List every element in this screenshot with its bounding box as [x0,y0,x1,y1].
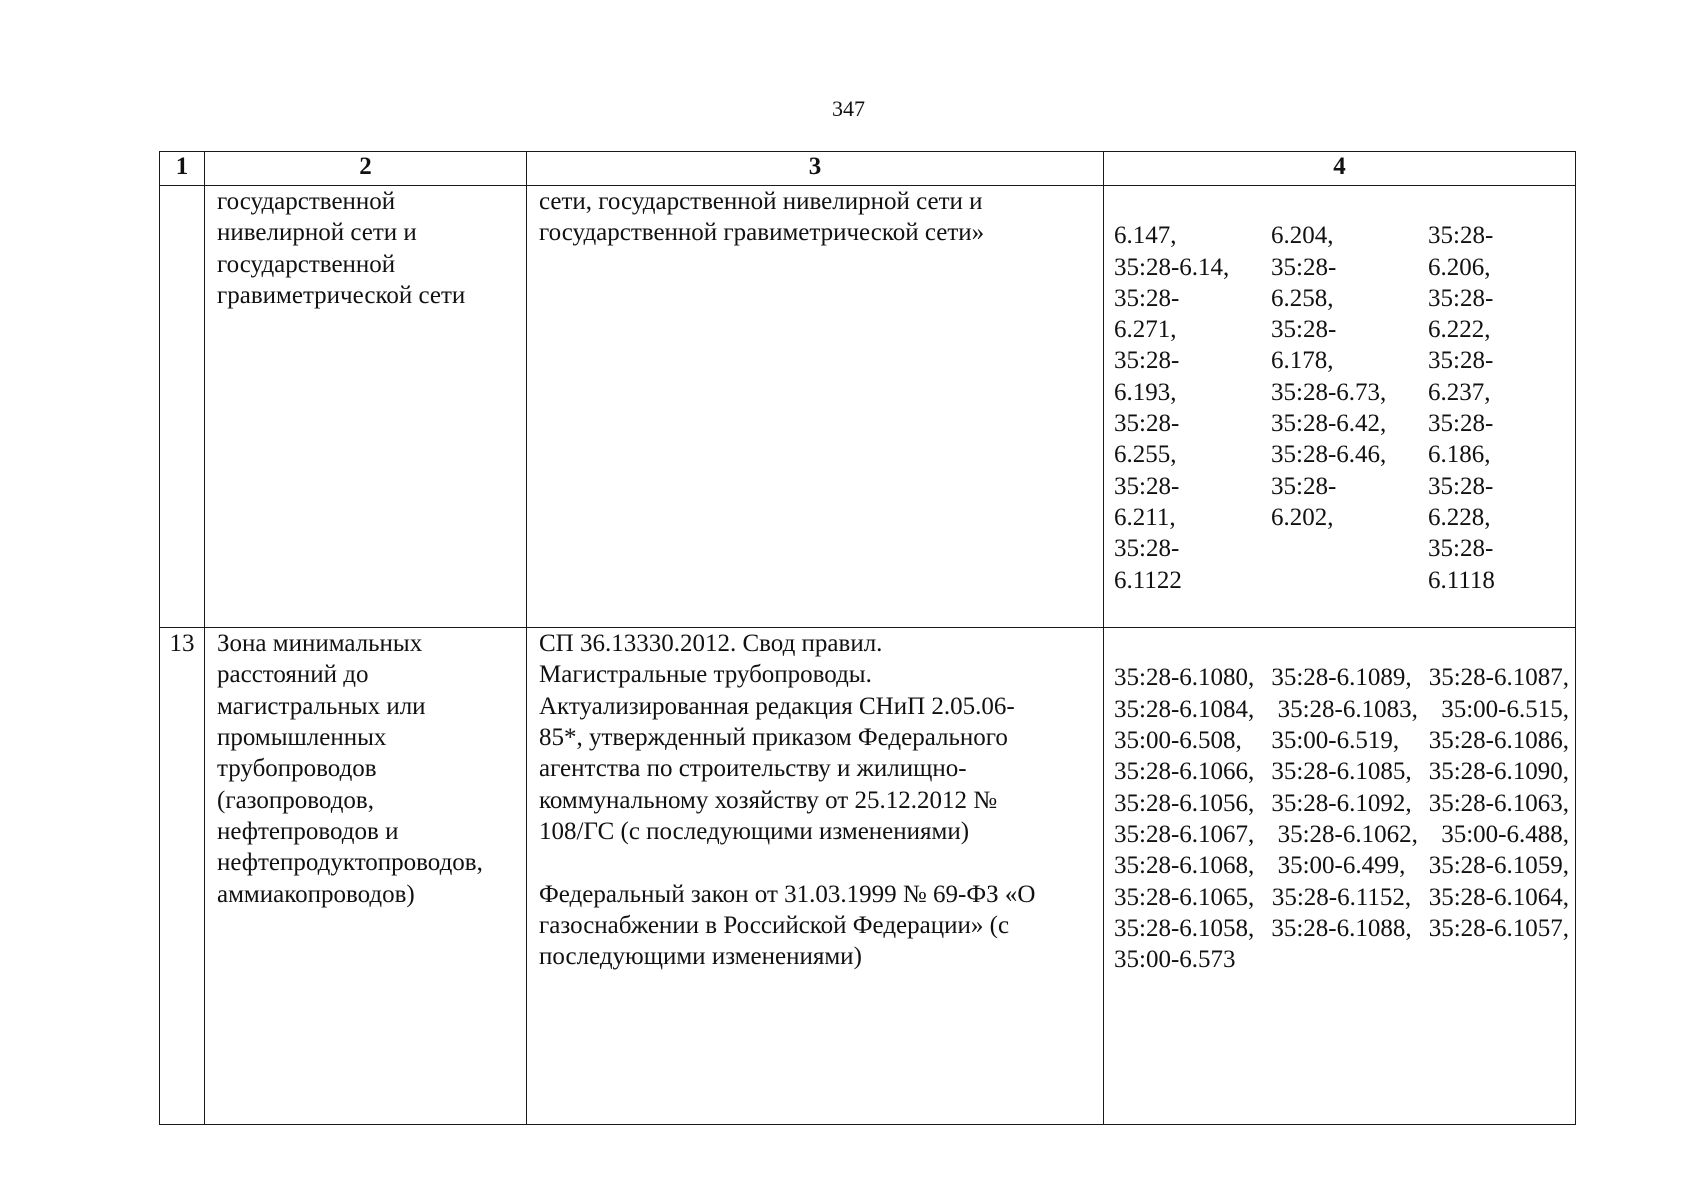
registry-code [1271,565,1428,596]
registry-code: 6.202, [1271,503,1334,531]
column-header-4: 4 [1104,152,1576,186]
registry-code: 35:28-6.46, [1271,441,1387,469]
registry-code: 35:28- [1428,472,1494,500]
zone-name-cell: Зона минимальных расстояний до магистральных или промышленных трубопроводов (газопроводов, нефтепроводов и нефтепродуктопроводов, аммиакопроводов) [205,628,527,1125]
registry-code: 35:28- [1428,222,1494,250]
registry-code: 6.204, [1271,222,1334,250]
codes-column-3 [1428,220,1569,596]
registry-code: 35:28- [1114,472,1180,500]
registry-code: 6.237, [1428,378,1491,406]
registry-codes-grid [1114,217,1569,596]
registry-code: 6.186, [1428,441,1491,469]
registry-code: 6.222, [1428,316,1491,344]
registry-code: 35:28- [1114,535,1180,563]
registry-code: 6.211, [1114,503,1176,531]
registry-code: 35:28- [1428,535,1494,563]
registry-code: 35:28- [1114,284,1180,312]
registry-code: 35:28-6.73, [1271,378,1387,406]
registry-code: 35:28- [1271,472,1337,500]
row-number: 13 [160,628,205,1125]
page-number: 347 [832,96,865,121]
registry-code: 6.1122 [1114,566,1182,594]
registry-code: 6.258, [1271,284,1334,312]
zone-name-cell: государственной нивелирной сети и государственной гравиметрической сети [205,186,527,628]
column-header-3: 3 [527,152,1104,186]
registry-code: 35:28- [1271,316,1337,344]
column-header-2: 2 [205,152,527,186]
column-header-1: 1 [160,152,205,186]
regulation-cell: СП 36.13330.2012. Свод правил. Магистральные трубопроводы. Актуализированная редакция СНиП 2.05.06- 85*, утвержденный приказом Федерального агентства по строительству и жилищно- коммунальному хозяйству от 25.12.2012 № 108/ГС (с последующими изменениями) Федеральный закон от 31.03.1999 № 69-ФЗ «О газоснабжении в Российской Федерации» (с последующими изменениями) [527,628,1104,1125]
registry-code: 35:28- [1114,410,1180,438]
registry-code: 6.147, [1114,222,1177,250]
registry-code: 35:28- [1428,347,1494,375]
registry-code: 6.178, [1271,347,1334,375]
registry-code [1271,533,1428,564]
registry-code: 6.271, [1114,316,1177,344]
table-row [160,628,1576,1125]
row-number [160,186,205,628]
registry-codes-text: 35:28-6.1080, 35:28-6.1089, 35:28-6.1087, 35:28-6.1084, 35:28-6.1083, 35:00-6.515, 35:00-6.508, 35:00-6.519, 35:28-6.1086, 35:28-6.1066, 35:28-6.1085, 35:28-6.1090, 35:28-6.1056, 35:28-6.1092, 35:28-6.1063, 35:28-6.1067, 35:28-6.1062, 35:00-6.488, 35:28-6.1068, 35:00-6.499, 35:28-6.1059, 35:28-6.1065, 35:28-6.1152, 35:28-6.1064, 35:28-6.1058, 35:28-6.1088, 35:28-6.1057, 35:00-6.573 [1114,664,1569,974]
zones-table [159,151,1576,1125]
registry-code: 6.228, [1428,503,1491,531]
registry-code: 6.1118 [1428,566,1495,594]
registry-code: 35:28-6.14, [1114,253,1230,281]
regulation-cell: сети, государственной нивелирной сети и государственной гравиметрической сети» [527,186,1104,628]
registry-codes-cell [1104,628,1576,1125]
registry-code: 35:28- [1428,284,1494,312]
table-row [160,186,1576,628]
codes-column-1 [1114,220,1271,596]
registry-code: 6.206, [1428,253,1491,281]
registry-codes-cell [1104,186,1576,628]
codes-column-2 [1271,220,1428,596]
registry-code: 35:28- [1428,410,1494,438]
registry-code: 35:28-6.42, [1271,410,1387,438]
table-header-row [160,152,1576,186]
registry-code: 35:28- [1271,253,1337,281]
registry-code: 6.193, [1114,378,1177,406]
registry-code: 35:28- [1114,347,1180,375]
registry-code: 6.255, [1114,441,1177,469]
